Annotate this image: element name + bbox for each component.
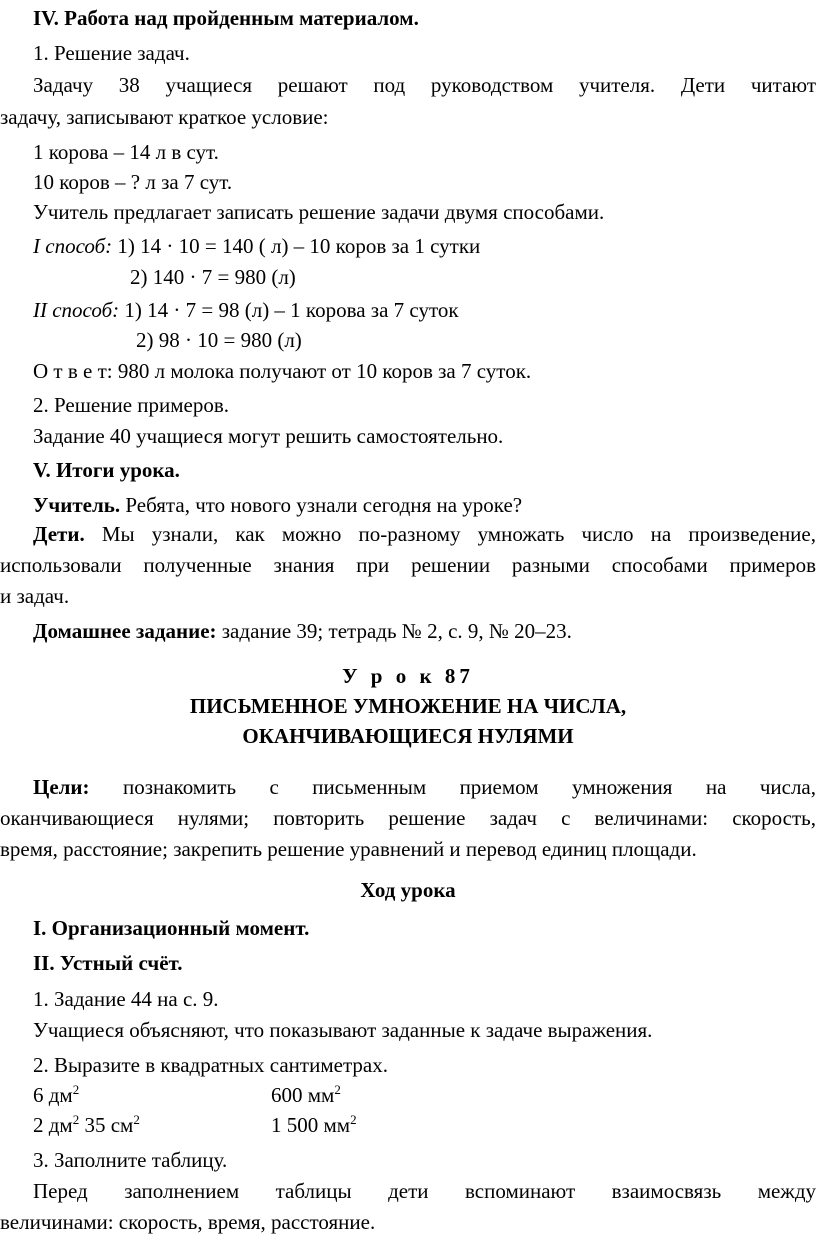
conversion-2-left [33,1109,140,1141]
section-2-heading: II. Устный счёт. [33,951,183,975]
method-2-line [33,294,459,326]
teacher-line [33,489,522,521]
method-1-line [33,230,480,262]
paragraph-task38-line1: Задачу 38 учащиеся решают под руководством учителя. Дети читают [33,73,816,97]
lesson-number-text: У р о к 87 [342,664,474,688]
task-44-line: 1. Задание 44 на с. 9. [33,987,219,1011]
fill-table-line: 3. Заполните таблицу. [33,1148,228,1172]
condition-line-2: 10 коров – ? л за 7 сут. [33,170,233,194]
method-2-step-2: 2) 98 · 10 = 980 (л) [136,328,302,352]
square-superscript: 2 [72,1082,80,1097]
square-superscript: 2 [133,1112,140,1127]
paragraph-examples: 2. Решение примеров. [33,393,230,417]
goals-line-3: время, расстояние; закрепить решение уравнений и перевод единиц площади. [0,837,697,861]
conversion-2-right [271,1109,357,1141]
kids-line-1 [33,518,816,550]
section-1-heading: I. Организационный момент. [33,916,310,940]
answer-label: О т в е т: [33,359,113,383]
paragraph-task38-line2: задачу, записывают краткое условие: [0,105,329,129]
homework-label: Домашнее задание: [33,619,217,643]
teacher-text: Ребята, что нового узнали сегодня на уроке? [120,493,523,517]
kids-text-1: Мы узнали, как можно по-разному умножать число на произведение, [84,522,816,546]
answer-line [33,355,531,387]
conversion-1-right [271,1079,341,1111]
method-2-label: II способ: [33,298,120,322]
square-superscript: 2 [350,1112,357,1127]
section-5-heading: V. Итоги урока. [33,458,180,482]
task-44-explanation: Учащиеся объясняют, что показывают заданные к задаче выражения. [33,1018,653,1042]
teacher-offer: Учитель предлагает записать решение задачи двумя способами. [33,200,605,224]
square-superscript: 2 [72,1112,80,1127]
homework-line [33,615,572,647]
square-superscript: 2 [334,1082,341,1097]
method-1-label: I способ: [33,234,113,258]
kids-label: Дети. [33,522,85,546]
method-1-step-2: 2) 140 · 7 = 980 (л) [130,265,296,289]
paragraph-task40: Задание 40 учащиеся могут решить самостоятельно. [33,424,504,448]
lesson-title-line-1: ПИСЬМЕННОЕ УМНОЖЕНИЕ НА ЧИСЛА, [189,694,627,718]
goals-label: Цели: [33,775,90,799]
homework-text: задание 39; тетрадь № 2, с. 9, № 20–23. [216,619,572,643]
section-4-heading: IV. Работа над пройденным материалом. [33,6,419,30]
kids-line-2: использовали полученные знания при решении разными способами примеров [0,553,816,577]
method-1-step-1: 1) 14 · 10 = 140 ( л) – 10 коров за 1 сутки [112,234,481,258]
lesson-title-line-2: ОКАНЧИВАЮЩИЕСЯ НУЛЯМИ [242,724,574,748]
condition-line-1: 1 корова – 14 л в сут. [33,140,219,164]
method-2-step-1: 1) 14 · 7 = 98 (л) – 1 корова за 7 суток [119,298,459,322]
express-in-cm2: 2. Выразите в квадратных сантиметрах. [33,1053,388,1077]
kids-line-3: и задач. [0,584,70,608]
lesson-number [0,660,816,692]
conversion-2-right-text: 1 500 мм [271,1113,351,1137]
before-table-line-2: величинами: скорость, время, расстояние. [0,1210,376,1234]
before-table-line-1: Перед заполнением таблицы дети вспоминают взаимосвязь между [33,1179,816,1203]
teacher-label: Учитель. [33,493,121,517]
goals-line-1 [33,771,816,803]
conversion-1-right-text: 600 мм [271,1083,335,1107]
conversion-1-left [33,1079,79,1111]
goals-line-2: оканчивающиеся нулями; повторить решение задач с величинами: скорость, [0,806,816,830]
conversion-2-left-text-b: 35 см [79,1113,134,1137]
paragraph-problem-solving: 1. Решение задач. [33,41,190,65]
answer-text: 980 л молока получают от 10 коров за 7 суток. [112,359,532,383]
goals-text-1: познакомить с письменным приемом умножения на числа, [89,775,816,799]
lesson-course-heading: Ход урока [360,878,456,902]
conversion-1-left-text: 6 дм [33,1083,73,1107]
conversion-2-left-text-a: 2 дм [33,1113,73,1137]
